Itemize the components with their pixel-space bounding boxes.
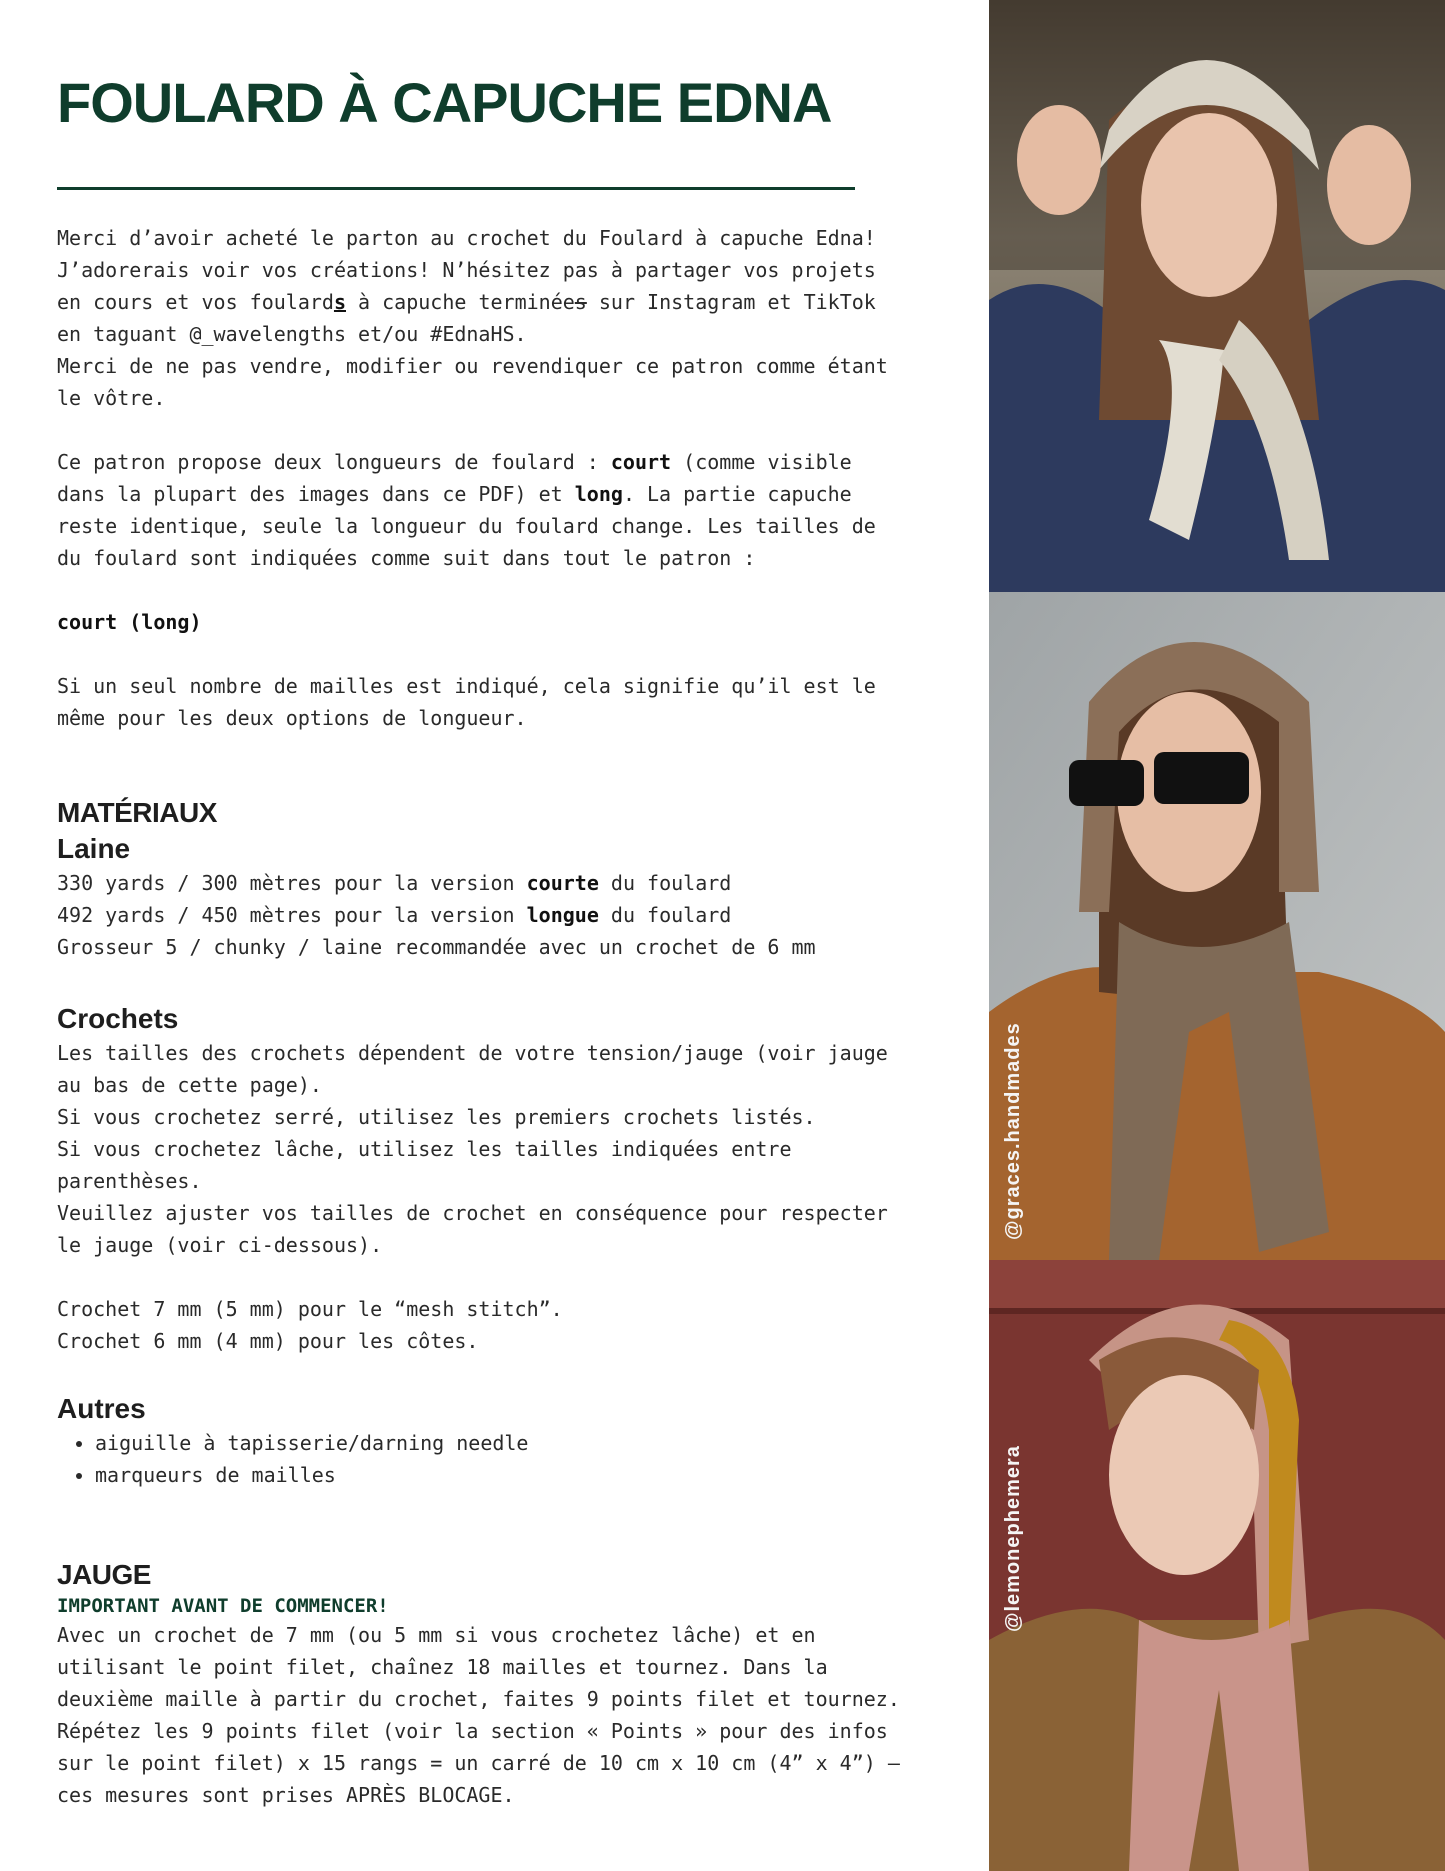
other-section [57, 1393, 977, 1491]
photo-cream-hood-image [989, 0, 1445, 592]
photo-credit-graces: @graces.handmades [1002, 1022, 1024, 1240]
intro-section [57, 222, 977, 734]
hooks-sizes: Crochet 7 mm (5 mm) pour le “mesh stitch”. Crochet 6 mm (4 mm) pour les côtes. [57, 1297, 563, 1353]
hooks-text: Les tailles des crochets dépendent de votre tension/jauge (voir jauge au bas de cette page). Si vous crochetez serré, utilisez les premiers crochets listés. Si vous crochetez lâche, utilisez les tailles indiquées entre parenthèses. Veuillez ajuster vos tailles de crochet en conséquence pour respecter le jauge (voir ci-dessous). [57, 1041, 888, 1257]
other-list [57, 1427, 977, 1491]
yarn-heading: Laine [57, 833, 131, 864]
gauge-text: Avec un crochet de 7 mm (ou 5 mm si vous crochetez lâche) et en utilisant le point filet, chaînez 18 mailles et tournez. Dans la deuxième maille à partir du crochet, faites 9 points filet et tournez. Répétez les 9 points filet (voir la section « Points » pour des infos sur le point filet) x 15 rangs = un carré de 10 cm x 10 cm (4” x 4”) – ces mesures sont prises APRÈS BLOCAGE. [57, 1623, 900, 1807]
intro-paragraph-1: Merci d’avoir acheté le parton au crochet du Foulard à capuche Edna! J’adorerais voir vos créations! N’hésitez pas à partager vos projets en cours et vos foulards à capuche terminées sur Instagram et TikTok en taguant @_wavelengths et/ou #EdnaHS. Merci de ne pas vendre, modifier ou revendiquer ce patron comme étant le vôtre. [57, 226, 888, 410]
photo-pink-hood [989, 1260, 1445, 1871]
photo-pink-hood-image [989, 1260, 1445, 1871]
materials-section [57, 797, 977, 963]
gauge-section [57, 1559, 977, 1811]
gauge-heading: JAUGE [57, 1559, 151, 1590]
photo-multicolor-hood-image [989, 592, 1445, 1260]
photo-cream-hood [989, 0, 1445, 592]
hooks-heading: Crochets [57, 1003, 179, 1034]
important-notice: IMPORTANT AVANT DE COMMENCER! [57, 1595, 389, 1617]
page-title: FOULARD À CAPUCHE EDNA [57, 71, 832, 134]
intro-paragraph-3: Si un seul nombre de mailles est indiqué, cela signifie qu’il est le même pour les deux options de longueur. [57, 674, 876, 730]
yarn-line-long: 492 yards / 450 mètres pour la version longue du foulard [57, 903, 732, 927]
photo-credit-lemonephemera: @lemonephemera [1002, 1445, 1024, 1632]
yarn-weight: Grosseur 5 / chunky / laine recommandée avec un crochet de 6 mm [57, 935, 816, 959]
materials-heading: MATÉRIAUX [57, 797, 217, 828]
other-heading: Autres [57, 1393, 146, 1424]
intro-paragraph-2: Ce patron propose deux longueurs de foulard : court (comme visible dans la plupart des images dans ce PDF) et long. La partie capuche reste identique, seule la longueur du foulard change. Les tailles de du foulard sont indiquées comme suit dans tout le patron : [57, 450, 876, 570]
yarn-line-short: 330 yards / 300 mètres pour la version courte du foulard [57, 871, 732, 895]
list-item: • marqueurs de mailles [95, 1459, 977, 1491]
photo-multicolor-hood [989, 592, 1445, 1260]
list-item: • aiguille à tapisserie/darning needle [95, 1427, 977, 1459]
hooks-section [57, 1003, 977, 1357]
title-divider [57, 187, 855, 190]
size-notation: court (long) [57, 610, 202, 634]
